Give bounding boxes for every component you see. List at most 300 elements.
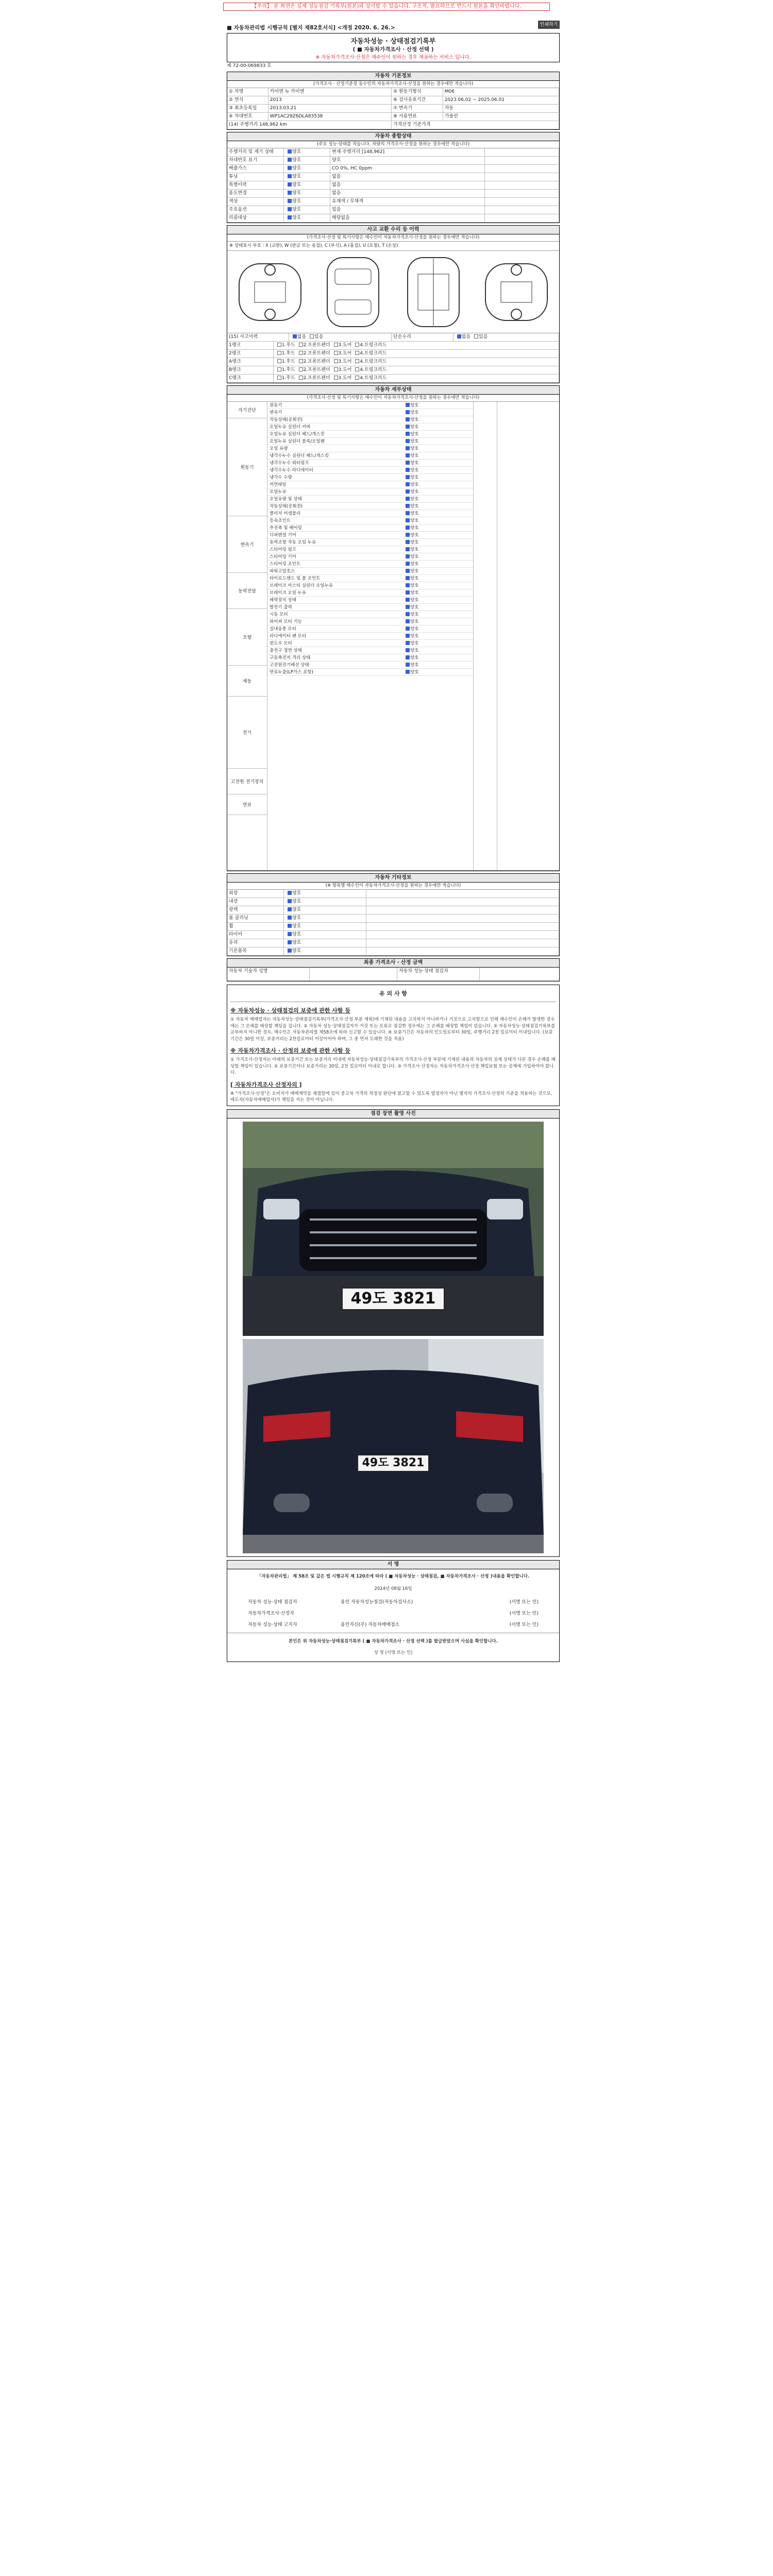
section-sub: (주요 성능·상태를 적습니다. 차량의 가격조사·산정을 원하는 경우에만 적습니다)	[227, 141, 559, 148]
overall-note	[485, 173, 559, 181]
overall-item: 주요옵션	[227, 206, 284, 214]
detail-line-status: 양호	[404, 409, 418, 416]
basic-row	[227, 113, 559, 121]
basic-cell: ② 연식	[227, 96, 268, 104]
notes-heading-2: ※ 자동차가격조사 · 산정의 보증에 관한 사항 등	[230, 1047, 350, 1054]
basic-cell: ⑤ 원동기형식	[392, 88, 443, 96]
detail-line	[267, 409, 473, 416]
detail-line-status: 양호	[404, 561, 418, 567]
detail-line-status: 양호	[404, 611, 418, 618]
other-status: 양호	[284, 890, 366, 897]
detail-line-label: 고전원전기배선 상태	[270, 663, 309, 668]
notes-heading-1: ※ 자동차성능 · 상태점검의 보증에 관한 사항 등	[230, 1007, 350, 1014]
section-title: 사고 교환 수리 등 이력	[227, 226, 559, 234]
basic-cell: WP1AC29Z6DLA83538	[268, 113, 392, 121]
simple-repair-label: 단순수리	[392, 333, 453, 341]
detail-group: 제동	[227, 666, 267, 697]
other-info-section	[227, 873, 560, 956]
sign-intro: 「자동차관리법」 제 58조 및 같은 법 시행규칙 제 120조에 따라 ( ■ 자동차성능 · 상태점검, ■ 자동차가격조사 · 산정 )내용을 확인합니다.	[257, 1573, 530, 1579]
sign-mark-pricer: (서명 또는 인)	[509, 1611, 539, 1616]
detail-line-status: 양호	[404, 618, 418, 625]
detail-line-label: 연료누출(LP가스 포함)	[270, 670, 313, 675]
doc-number: 제 72-00-069833 호	[227, 63, 272, 69]
overall-value: 있음	[330, 206, 485, 214]
notes-heading-3: [ 자동차가격조사 산정자의 ]	[230, 1081, 302, 1088]
detail-line	[267, 546, 473, 553]
detail-line	[267, 553, 473, 561]
section-sub: (가격조사·산정 및 특기사항은 매수인이 자동차가격조사·산정을 원하는 경우에만 적습니다)	[227, 395, 559, 402]
detail-section	[227, 385, 560, 871]
detail-line-status: 양호	[404, 431, 418, 437]
car-side-left-icon	[229, 259, 311, 326]
basic-cell: ⑧ 사용연료	[392, 113, 443, 121]
section-title: 자동차 종합상태	[227, 132, 559, 141]
detail-group: 조향	[227, 609, 267, 666]
detail-line	[267, 589, 473, 597]
other-status: 양호	[284, 947, 366, 955]
detail-line	[267, 481, 473, 488]
overall-value: 양호	[330, 157, 485, 164]
inspection-record	[227, 23, 560, 2272]
overall-row	[227, 165, 559, 173]
overall-value: 해당없음	[330, 214, 485, 222]
detail-line-label: 구동축전지 격리 상태	[270, 655, 311, 660]
basic-info-section	[227, 72, 560, 130]
rank-row	[227, 342, 559, 350]
other-status: 양호	[284, 939, 366, 947]
basic-cell: 2013.03.21	[268, 105, 392, 112]
detail-line-label: 브레이크 마스터 실린더 오일누유	[270, 583, 333, 588]
form-header: ■ 자동차관리법 시행규칙 [별지 제82호서식] <개정 2020. 6. 26.>	[227, 25, 395, 31]
other-extra	[366, 923, 559, 930]
basic-cell: ④ 차대번호	[227, 113, 268, 121]
notes-title: 유 의 사 항	[230, 987, 556, 1002]
rank-label: A랭크	[227, 358, 274, 366]
print-button[interactable]: 인쇄하기	[538, 21, 560, 29]
detail-line-status: 양호	[404, 633, 418, 639]
overall-check: 양호	[284, 157, 330, 164]
detail-line-status: 양호	[404, 654, 418, 661]
overall-value: 없음	[330, 181, 485, 189]
detail-group: 동력전달	[227, 573, 267, 609]
detail-line-label: 윈도우 모터	[270, 641, 292, 646]
detail-line-status: 양호	[404, 582, 418, 589]
detail-line	[267, 416, 473, 423]
rank-row	[227, 350, 559, 358]
detail-line	[267, 568, 473, 575]
subtitle-note: ※ 자동차가격조사·산정은 매수인이 원하는 경우 제공하는 서비스 입니다.	[315, 55, 471, 60]
basic-row	[227, 105, 559, 113]
detail-line-label: 배력장치 상태	[270, 598, 296, 603]
section-title: 자동차 기타정보	[227, 874, 559, 883]
detail-line	[267, 647, 473, 654]
detail-group: 자기진단	[227, 402, 267, 418]
detail-line-label: 클러치 어셈블리	[270, 511, 301, 516]
detail-line	[267, 510, 473, 517]
overall-value: 현재 주행거리 [148,962]	[330, 148, 485, 156]
basic-row	[227, 96, 559, 105]
front-photo	[243, 1122, 544, 1336]
detail-line-label: 오일누유 실린더 커버	[270, 425, 311, 430]
detail-line-status: 양호	[404, 539, 418, 546]
sign-label-pricer: 자동차가격조사·산정자	[248, 1611, 294, 1616]
overall-note	[485, 157, 559, 164]
car-bottom-icon	[395, 253, 472, 331]
overall-row	[227, 157, 559, 165]
detail-line-status: 양호	[404, 640, 418, 647]
other-row	[227, 947, 559, 956]
notes-body-2: ① 가격조사·산정자는 아래의 보증기간 또는 보증거리 이내에 자동차성능·상태점검기록부의 가격조사·산정 부분에 기재된 내용과 자동차의 실제 상태가 다른 경우 손해를 배상할 책임이 있습니다. ② 보증기간이나 보증거리는 30일, 2천 킬로미터 이내로 합니다. ③ 가격조사·산정자는 자동차가격조사·산정 책임보험 또는 공제에 가입하여야 합니다.	[230, 1057, 556, 1075]
detail-line-label: 등속조인트	[270, 518, 291, 523]
overall-row	[227, 198, 559, 206]
other-row	[227, 898, 559, 906]
detail-line-status: 양호	[404, 597, 418, 603]
signature-section	[227, 1560, 560, 1662]
overall-value: 없음	[330, 190, 485, 197]
basic-cell: 카이엔 뉴 카이엔	[268, 88, 392, 96]
detail-line	[267, 402, 473, 409]
detail-line-status: 양호	[404, 510, 418, 517]
sign-date: 2024년 08월 16일	[374, 1586, 412, 1591]
overall-check: 양호	[284, 198, 330, 206]
overall-check: 양호	[284, 206, 330, 214]
detail-line-status: 양호	[404, 524, 418, 531]
section-title: 자동차 기본정보	[227, 72, 559, 81]
other-label: 내장	[227, 898, 284, 906]
detail-line-label: 냉각수 수량	[270, 475, 292, 480]
overall-note	[485, 181, 559, 189]
other-status: 양호	[284, 898, 366, 906]
detail-line-status: 양호	[404, 481, 418, 488]
detail-line	[267, 460, 473, 467]
detail-line	[267, 625, 473, 633]
detail-line	[267, 575, 473, 582]
basic-row	[227, 88, 559, 96]
overall-item: 리콜대상	[227, 214, 284, 222]
section-sub: (※ 항목별 매수인이 자동차가격조사·산정을 원하는 경우에만 적습니다)	[227, 883, 559, 890]
other-row	[227, 931, 559, 939]
detail-group: 전기	[227, 697, 267, 769]
detail-line-status: 양호	[404, 575, 418, 582]
sign-label-checker: 자동차 성능·상태 점검자	[248, 1599, 297, 1605]
detail-group: 변속기	[227, 516, 267, 573]
overall-row	[227, 173, 559, 181]
detail-line	[267, 582, 473, 589]
rank-label: B랭크	[227, 366, 274, 374]
basic-cell: ① 차명	[227, 88, 268, 96]
detail-line	[267, 611, 473, 618]
overall-note	[485, 214, 559, 222]
overall-item: 배출가스	[227, 165, 284, 173]
rank-row	[227, 375, 559, 383]
detail-line	[267, 618, 473, 625]
basic-cell: ⑦ 변속기	[392, 105, 443, 112]
detail-line-status: 양호	[404, 460, 418, 466]
basic-cell: M06	[443, 88, 559, 96]
other-row	[227, 923, 559, 931]
detail-line-label: 오일누유	[270, 489, 287, 495]
other-extra	[366, 939, 559, 947]
other-label: 휠	[227, 923, 284, 930]
other-label: 광택	[227, 906, 284, 914]
other-row	[227, 939, 559, 947]
overall-note	[485, 165, 559, 173]
detail-line-label: 스티어링 조인트	[270, 562, 301, 567]
overall-check: 양호	[284, 165, 330, 173]
other-row	[227, 906, 559, 914]
overall-note	[485, 148, 559, 156]
rank-label: 2랭크	[227, 350, 274, 358]
detail-line-label: 시동 모터	[270, 612, 288, 617]
detail-line	[267, 496, 473, 503]
photos-section	[227, 1109, 560, 1557]
rear-photo	[243, 1339, 544, 1553]
sign-value-checker: 용인 자동차성능점검(자동차검사소)	[341, 1599, 413, 1605]
rank-row	[227, 358, 559, 366]
other-status: 양호	[284, 931, 366, 939]
detail-line	[267, 423, 473, 431]
detail-line-label: 원동기	[270, 403, 282, 408]
overall-row	[227, 190, 559, 198]
legend: ※ 상태표시 부호 : X (교환), W (판금 또는 용접), C (부식), A (흠집), U (요철), T (손상)	[227, 242, 559, 251]
detail-line-label: 스티어링 펌프	[270, 547, 296, 552]
other-extra	[366, 931, 559, 939]
sign-mark-checker: (서명 또는 인)	[509, 1599, 539, 1605]
detail-line-label: 냉각수누수 실린더 헤드/개스킷	[270, 453, 329, 459]
detail-line-label: 스티어링 기어	[270, 554, 296, 560]
detail-line-status: 양호	[404, 488, 418, 495]
detail-line-status: 양호	[404, 423, 418, 430]
car-diagram	[227, 251, 559, 333]
detail-line	[267, 517, 473, 524]
detail-line	[267, 452, 473, 460]
sign-value-notifier: 용인자신(주) 자동차매매점소	[341, 1622, 400, 1628]
section-sub: (가격조사 · 산정기준정 동수인의 자동차가격조사·산정을 원하는 경우에만 적습니다)	[227, 81, 559, 88]
rank-checks: 1.후드 2.프론트펜더 3.도어 4.트렁크리드	[274, 366, 559, 374]
other-row	[227, 914, 559, 923]
detail-line-label: 파워고압호스	[270, 569, 295, 574]
rank-row	[227, 366, 559, 375]
rank-label: 1랭크	[227, 342, 274, 349]
detail-line-label: 충전구 절연 상태	[270, 648, 302, 653]
overall-item: 주행거리 및 계기 상태	[227, 148, 284, 156]
detail-line-label: 디퍼렌셜 기어	[270, 533, 296, 538]
overall-row	[227, 181, 559, 190]
detail-line-label: 오일누유 실린더 블록/오일팬	[270, 439, 325, 444]
detail-line-label: 실내송풍 모터	[270, 626, 296, 632]
detail-line	[267, 438, 473, 445]
plate-rear: 49도 3821	[357, 1454, 429, 1472]
detail-line	[267, 532, 473, 539]
detail-line-status: 양호	[404, 517, 418, 524]
detail-line	[267, 503, 473, 510]
other-extra	[366, 898, 559, 906]
detail-line	[267, 445, 473, 452]
other-status: 양호	[284, 906, 366, 914]
detail-line-status: 양호	[404, 416, 418, 423]
detail-line-label: 오일유량 및 상태	[270, 497, 302, 502]
detail-line-label: 브레이크 오일 누유	[270, 590, 307, 596]
detail-line	[267, 561, 473, 568]
other-status: 양호	[284, 914, 366, 922]
basic-cell: ③ 최초등록일	[227, 105, 268, 112]
detail-line-label: 라디에이터 팬 모터	[270, 634, 307, 639]
overall-state-section	[227, 132, 560, 223]
notes-body-3: ※ "가격조사·산정"은 소비자가 매매계약을 체결함에 있어 중고차 가격의 적정성 판단에 참고할 수 있도록 법정자가 아닌 별지의 가격조사·산정의 기준을 적용하는 것으로, 매도자(자동차매매업자)가 책임을 지는 것이 아닙니다.	[230, 1091, 552, 1103]
basic-cell: ⑥ 검사유효기간	[392, 96, 443, 104]
detail-line-status: 양호	[404, 546, 418, 553]
detail-line-label: 변속기	[270, 410, 282, 415]
detail-line	[267, 640, 473, 647]
detail-line	[267, 633, 473, 640]
detail-line-status: 양호	[404, 438, 418, 445]
detail-line	[267, 524, 473, 532]
detail-line	[267, 474, 473, 481]
detail-line-status: 양호	[404, 496, 418, 502]
detail-line-status: 양호	[404, 625, 418, 632]
detail-group: 연료	[227, 794, 267, 815]
detail-line-label: 작동상태(공회전)	[270, 417, 303, 422]
other-label: 외장	[227, 890, 284, 897]
title-box	[227, 33, 560, 62]
overall-row	[227, 214, 559, 223]
page-subtitle: ( ■ 자동차가격조사 · 산정 선택 )	[352, 46, 434, 53]
photos-title: 점검 장면 촬영 사진	[227, 1110, 559, 1118]
other-row	[227, 890, 559, 898]
detail-line-status: 양호	[404, 474, 418, 481]
detail-line-label: 발전기 출력	[270, 605, 292, 610]
car-side-right-icon	[475, 259, 558, 326]
detail-line	[267, 604, 473, 611]
detail-line	[267, 597, 473, 604]
other-label: 타이어	[227, 931, 284, 939]
sign-value-pricer	[341, 1608, 510, 1619]
overall-check: 양호	[284, 181, 330, 189]
rank-checks: 1.후드 2.프론트펜더 3.도어 4.트렁크리드	[274, 350, 559, 358]
detail-group: 원동기	[227, 418, 267, 516]
sign-mark-notifier: (서명 또는 인)	[509, 1622, 539, 1628]
rank-checks: 1.후드 2.프론트펜더 3.도어 4.트렁크리드	[274, 342, 559, 349]
detail-line-status: 양호	[404, 589, 418, 596]
sign-footer: 본인은 위 자동차성능·상태점검기록부 ( ■ 자동차가격조사 · 산정 선택 )를 발급받았으며 사실을 확인합니다.	[227, 1633, 559, 1647]
sign-label-notifier: 자동차 성능·상태 고지자	[248, 1622, 297, 1628]
notes-section	[227, 985, 560, 1106]
detail-line-status: 양호	[404, 532, 418, 538]
overall-value: 유채색 / 무채색	[330, 198, 485, 206]
rank-checks: 1.후드 2.프론트펜더 3.도어 4.트렁크리드	[274, 375, 559, 382]
final-price-section	[227, 958, 560, 981]
detail-line-label: 작동상태(공회전)	[270, 504, 303, 509]
other-label: 유리	[227, 939, 284, 947]
detail-line-status: 양호	[404, 553, 418, 560]
detail-line-label: 추진축 및 베어링	[270, 526, 302, 531]
overall-note	[485, 190, 559, 197]
detail-line	[267, 539, 473, 546]
overall-row	[227, 206, 559, 214]
detail-line-status: 양호	[404, 402, 418, 409]
notice-banner: 【주의】 본 화면은 실제 성능점검 기록부(원본)와 상이할 수 있습니다. 구조적, 팔요하므로 반드시 원본을 확인바랍니다.	[223, 3, 550, 11]
other-status: 양호	[284, 923, 366, 930]
overall-note	[485, 206, 559, 214]
overall-item: 차대번호 표기	[227, 157, 284, 164]
detail-line	[267, 662, 473, 669]
other-label: 룸 클리닝	[227, 914, 284, 922]
other-extra	[366, 947, 559, 955]
checker-label: 자동차 성능·상태 점검자	[397, 968, 480, 980]
overall-value: 없음	[330, 173, 485, 181]
sign-title: 서 명	[227, 1561, 559, 1569]
overall-item: 튜닝	[227, 173, 284, 181]
detail-line-status: 양호	[404, 568, 418, 574]
other-label: 기본품목	[227, 947, 284, 955]
rank-checks: 1.후드 2.프론트펜더 3.도어 4.트렁크리드	[274, 358, 559, 366]
detail-line-status: 양호	[404, 467, 418, 473]
tech-name-label: 자동차 기술자 성명	[227, 968, 310, 980]
detail-group: 고전원 전기장치	[227, 769, 267, 794]
section-sub: (가격조사·산정 및 특기사항은 매수인이 자동차가격조사·산정을 원하는 경우에만 적습니다)	[227, 234, 559, 242]
rank-label: C랭크	[227, 375, 274, 382]
overall-item: 용도변경	[227, 190, 284, 197]
basic-cell: 2013	[268, 96, 392, 104]
detail-line	[267, 669, 473, 676]
detail-line	[267, 654, 473, 662]
detail-line-label: 냉각수누수 워터펌프	[270, 461, 309, 466]
detail-line-status: 양호	[404, 662, 418, 668]
plate-front: 49도 3821	[342, 1287, 445, 1310]
detail-line	[267, 488, 473, 496]
overall-item: 색상	[227, 198, 284, 206]
other-extra	[366, 906, 559, 914]
detail-line-label: 냉각수누수 라디에이터	[270, 468, 313, 473]
detail-line-label: 오일누유 실린더 헤드/개스킷	[270, 432, 325, 437]
overall-item: 특별이력	[227, 181, 284, 189]
accident-section: 사고 교환 수리 등 이력 (가격조사·산정 및 특기사항은 매수인이 자동차가격조사·산정을 원하는 경우에만 적습니다) ※ 상태표시 부호 : X (교환), W (판금 또는 용접), C (부식), A (흠집), U (요철), T (손상) (15) 사고이력 없음 있음 단순수리 없음 있음 1랭크 1.후드 2.프론트펜더 3.도어 4.트렁크리드 2랭크 1.후드 2.프론트펜더 3.도어 4.트렁크리드 A랭크 1.후드 2.프론트펜더 3.도어 4.트렁크리드 B랭크 1.후드 2.프론트펜더 3.도어 4.트렁크리드 C랭크 1.후드 2.프론트펜더 3.도어 4.트렁크리드	[227, 225, 560, 383]
detail-line-label: 커먼레일	[270, 482, 287, 487]
mileage: (14) 주행거리 148,962 km	[227, 121, 392, 129]
detail-line-status: 양호	[404, 503, 418, 510]
other-extra	[366, 914, 559, 922]
overall-row	[227, 148, 559, 157]
overall-value: CO 0%, HC 0ppm	[330, 165, 485, 173]
detail-line-status: 양호	[404, 604, 418, 611]
detail-line-label: 타이로드엔드 및 볼 조인트	[270, 576, 321, 581]
overall-note	[485, 198, 559, 206]
detail-line-status: 양호	[404, 445, 418, 452]
page-title: 자동차성능 · 상태점검기록부	[350, 38, 436, 45]
basic-cell: 2023.06.02 ~ 2025.06.01	[443, 96, 559, 104]
buyer-sign: 성 명 (서명 또는 인)	[374, 1650, 413, 1655]
detail-line	[267, 467, 473, 474]
detail-line-label: 오일 유량	[270, 446, 288, 451]
overall-check: 양호	[284, 190, 330, 197]
std-mileage: 가격산정 기준가격	[392, 121, 559, 129]
detail-line-status: 양호	[404, 452, 418, 459]
detail-line	[267, 431, 473, 438]
notes-body-1: ① 자동차 매매업자는 자동차성능·상태점검기록부(가격조사·산정 부분 제외)에 기재된 내용을 고지하지 아니하거나 거짓으로 고지함으로 인해 매수인이 손해가 발생한 경우에는 그 손해를 배상할 책임을 집니다. ② 자동차 성능·상태점검자가 거짓 또는 오류로 점검한 경우에는 그 손해를 배상할 책임이 있습니다. ③ 자동차성능·상태점검기록부를 교부하지 아니한 경우, 매수인은 자동차관리법 제58조에 따라 신고할 수 있습니다. ④ 보증기간은 자동차의 인도일로부터 30일, 주행거리 2천 킬로미터 이내입니다. (보증기간은 30일 이상, 보증거리는 2천킬로미터 이상이어야 하며, 그 중 먼저 도래한 것을 적용)	[230, 1017, 556, 1042]
detail-line-label: 동력조향 작동 오일 누유	[270, 540, 316, 545]
accident-label: (15) 사고이력	[227, 333, 289, 341]
section-title: 최종 가격조사 · 산정 금액	[227, 959, 559, 968]
section-title: 자동차 세부상태	[227, 386, 559, 395]
detail-line-label: 와이퍼 모터 기능	[270, 619, 302, 624]
detail-line-status: 양호	[404, 669, 418, 675]
overall-check: 양호	[284, 148, 330, 156]
detail-line-status: 양호	[404, 647, 418, 654]
basic-cell: 자동	[443, 105, 559, 112]
other-extra	[366, 890, 559, 897]
overall-check: 양호	[284, 214, 330, 222]
overall-check: 양호	[284, 173, 330, 181]
